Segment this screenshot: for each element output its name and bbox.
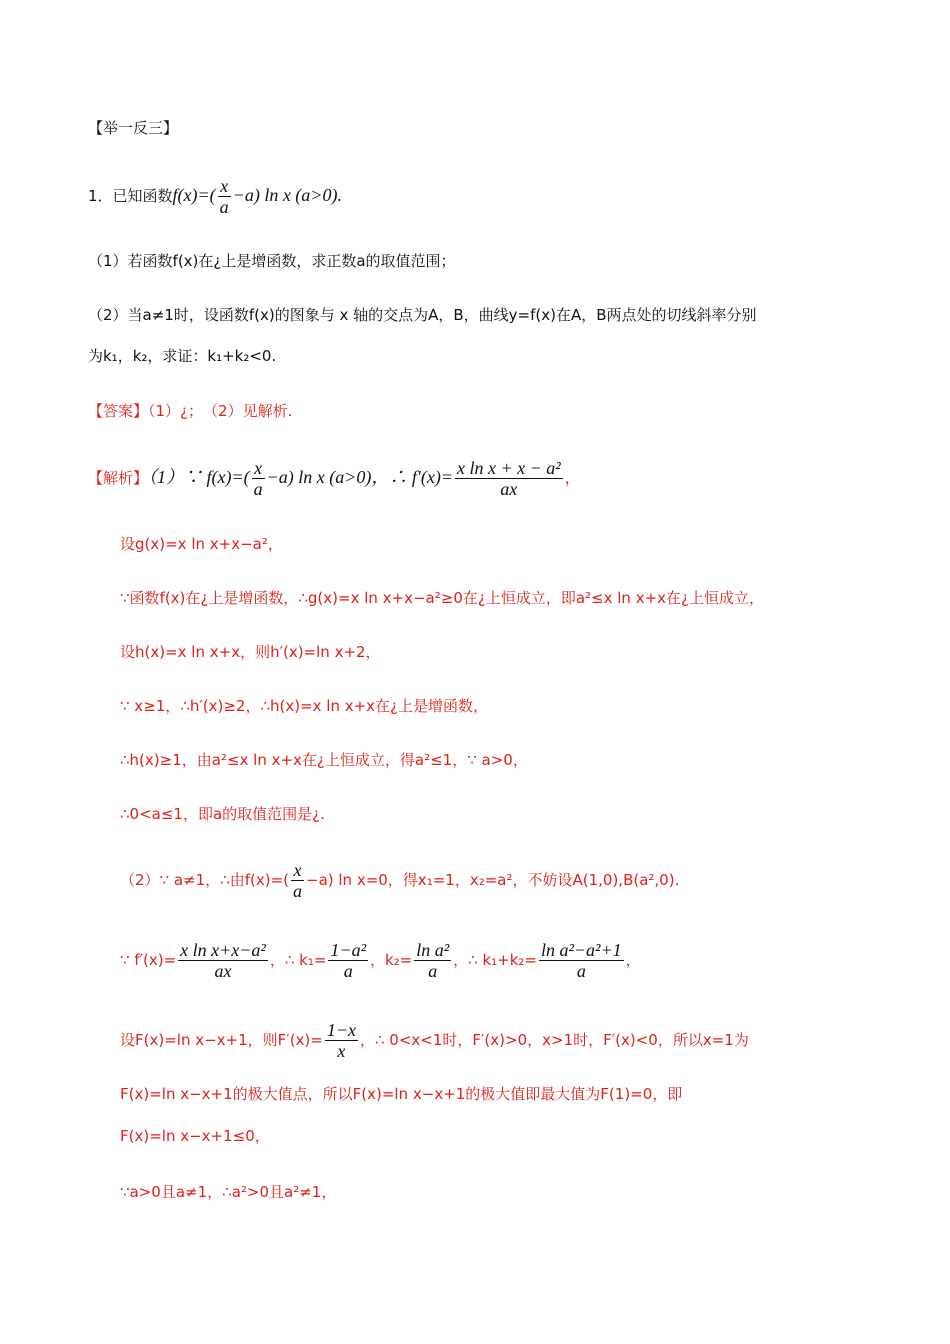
solution-fraction-5: $\frac{\text{1−a²}}{a}$ [330, 940, 366, 981]
solution-line-5: ∵ x≥1，∴h′(x)≥2，∴h(x)=x ln x+x在¿上是增函数， [120, 697, 489, 715]
solution-line-2: 设g(x)=x ln x+x−a²， [120, 535, 283, 553]
problem-part-1: （1）若函数f(x)在¿上是增函数，求正数a的取值范围； [88, 252, 456, 270]
answer-text: （1）¿； （2）见解析. [148, 402, 293, 420]
solution-line-11: F(x)=ln x−x+1的极大值点，所以F(x)=ln x−x+1的极大值即最大值为F(1)=0，即 [120, 1085, 683, 1103]
problem-part-2-line-1: （2）当a≠1时，设函数f(x)的图象与 x 轴的交点为A，B，曲线y=f(x)在A，B两点处的切线斜率分别 [88, 306, 757, 324]
answer-line [88, 401, 292, 421]
solution-fraction-2: $\frac{\text{x ln x + x − a²}}{ax}$ [456, 458, 561, 499]
solution-fraction-8: $\frac{1-x}{x}$ [326, 1020, 356, 1061]
problem-func: f(x)=( [172, 185, 216, 205]
problem-number: 1．已知函数 [88, 187, 173, 205]
solution-fraction-3: $\frac{x}{a}$ [293, 860, 302, 901]
problem-statement [88, 176, 342, 217]
solution-fraction-1: $\frac{x}{a}$ [253, 458, 263, 499]
solution-line-4: 设h(x)=x ln x+x，则h′(x)=ln x+2， [120, 643, 381, 661]
solution-line-12: F(x)=ln x−x+1≤0， [120, 1127, 270, 1145]
solution-line-8: （2）∵ a≠1，∴由f(x)=( $\frac{x}{a}$ −a) ln x=0，得x₁=1，x₂=a²，不妨设A(1,0),B(a²,0). [120, 860, 680, 901]
solution-line-3: ∵函数f(x)在¿上是增函数，∴g(x)=x ln x+x−a²≥0在¿上恒成立，即a²≤x ln x+x在¿上恒成立， [120, 589, 764, 607]
solution-fraction-7: $\frac{\text{ln a²−a²+1}}{a}$ [541, 940, 622, 981]
solution-line-13: ∵a>0且a≠1，∴a²>0且a²≠1， [120, 1183, 337, 1201]
solution-line-7: ∴0<a≤1，即a的取值范围是¿. [120, 805, 325, 823]
problem-part-2-line-2: 为k₁，k₂，求证：k₁+k₂<0. [88, 347, 277, 365]
solution-line-9: ∵ f′(x)= $\frac{\text{x ln x+x−a²}}{ax}$ ，∴ k₁= $\frac{\text{1−a²}}{a}$ ，k₂= $\frac{\text{ln a²}}{a}$ ，∴ k₁+k₂= $\frac{\text{ln a²−a²+1}}{a}$ ， [120, 940, 641, 981]
solution-fraction-4: $\frac{\text{x ln x+x−a²}}{ax}$ [180, 940, 266, 981]
answer-label: 【答案】 [88, 402, 149, 420]
section-heading: 【举一反三】 [88, 119, 179, 137]
problem-fraction: $\frac{x}{a}$ [219, 176, 229, 217]
solution-fraction-6: $\frac{\text{ln a²}}{a}$ [416, 940, 450, 981]
solution-label: 【解析】 [88, 469, 149, 487]
solution-line-6: ∴h(x)≥1，由a²≤x ln x+x在¿上恒成立，得a²≤1，∵ a>0， [120, 751, 528, 769]
solution-line-1: 【解析】（1）∵ f(x)=( $\frac{x}{a}$ −a) ln x (a>0)，∴ f′(x)= $\frac{\text{x ln x + x − a²}}{ax}$ ， [88, 458, 581, 499]
solution-line-10: 设F(x)=ln x−x+1，则F′(x)= $\frac{1-x}{x}$ ，∴ 0<x<1时，F′(x)>0，x>1时，F′(x)<0，所以x=1为 [120, 1020, 749, 1061]
problem-func-tail: −a) ln x (a>0). [232, 185, 342, 205]
